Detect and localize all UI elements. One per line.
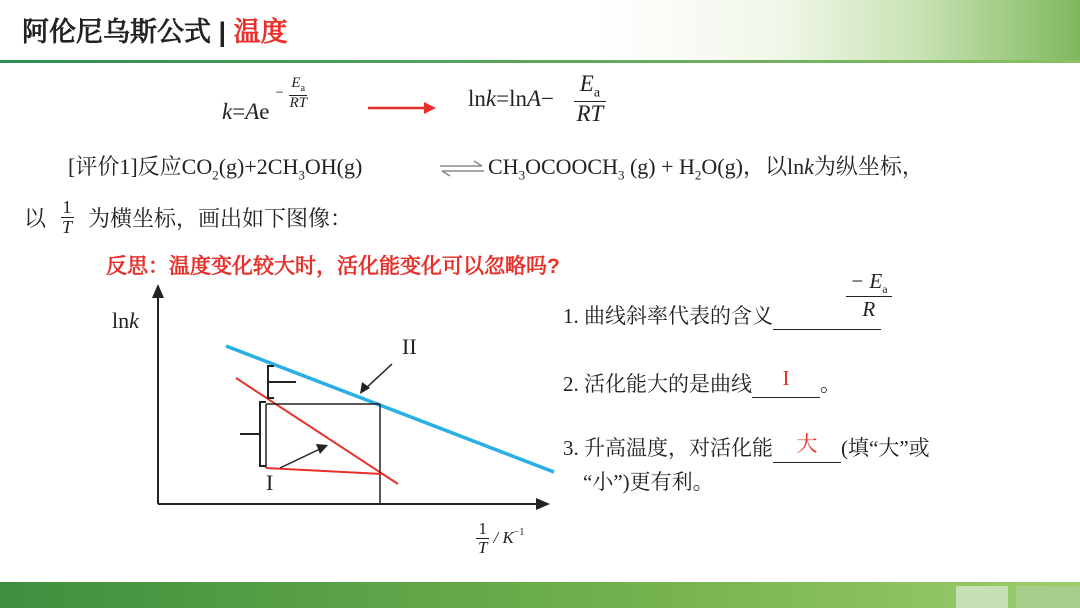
box-bottom-red <box>266 468 382 474</box>
formula-k: k <box>222 99 233 125</box>
formula-e: e <box>259 99 270 125</box>
question-3: 3. 升高温度，对活化能 大 (填“大”或 <box>563 432 930 463</box>
footer-block-1 <box>956 586 1008 608</box>
y-axis-arrow <box>152 284 164 298</box>
q2-answer-blank: I <box>752 372 820 398</box>
problem-line-1: [评价1]反应$CO_2(g)+2CH_3OH(g)$ <box>68 154 363 183</box>
title-accent: 温度 <box>233 17 288 47</box>
q1-answer-fraction: − $E_a$ R <box>846 270 892 323</box>
page-title <box>22 10 288 49</box>
bracket-lower <box>260 402 266 466</box>
equilibrium-arrows-icon <box>438 160 486 178</box>
curve-I-label: I <box>266 470 274 495</box>
transform-arrow <box>366 98 438 118</box>
y-axis-label: lnk <box>112 308 139 333</box>
log-form-fraction: $\frac{E_a}{RT}$ <box>574 72 606 126</box>
pointer-II-arrow <box>364 364 392 390</box>
problem-line-1-products: $CH_3OCOOCH_3$ $(g) + H_2O(g)$，以lnk为纵坐标， <box>488 154 924 183</box>
inverse-t-fraction: $\frac{1}{T}$ <box>62 197 73 237</box>
curve-II-label: II <box>402 334 417 359</box>
question-1: 1. 曲线斜率代表的含义 <box>563 300 881 330</box>
question-2: 2. 活化能大的是曲线 I 。 <box>563 366 841 396</box>
arrhenius-log-form: lnk=lnA− $\frac{E_a}{RT}$ <box>468 72 606 126</box>
footer-block-2 <box>1016 586 1080 608</box>
exponent-fraction: $\frac{E_a}{RT}$ <box>289 75 307 111</box>
problem-label: [评价1] <box>68 154 138 179</box>
x-axis-label: $\frac{1}{T}$ / K $^{-1}$ <box>478 519 525 557</box>
x-axis-fraction: $\frac{1}{T}$ <box>478 519 488 557</box>
q3-answer-blank: 大 <box>773 432 841 463</box>
formula-A: A <box>245 99 260 125</box>
pointer-I-arrow <box>280 448 322 468</box>
question-3-line-2: “小”)更有利。 <box>583 470 714 494</box>
formula-equals: = <box>232 99 246 125</box>
arrhenius-exponential-form <box>222 75 309 125</box>
header-divider <box>0 60 1080 63</box>
footer-bar <box>0 582 1080 608</box>
title-separator: | <box>218 17 227 47</box>
exponent-minus: − <box>275 85 284 102</box>
reflection-question: 反思：温度变化较大时，活化能变化可以忽略吗? <box>106 255 560 278</box>
title-main: 阿伦尼乌斯公式 <box>22 17 211 47</box>
x-axis-arrow <box>536 498 550 510</box>
problem-line-2: 以 $\frac{1}{T}$ 为横坐标，画出如下图像： <box>24 197 353 237</box>
